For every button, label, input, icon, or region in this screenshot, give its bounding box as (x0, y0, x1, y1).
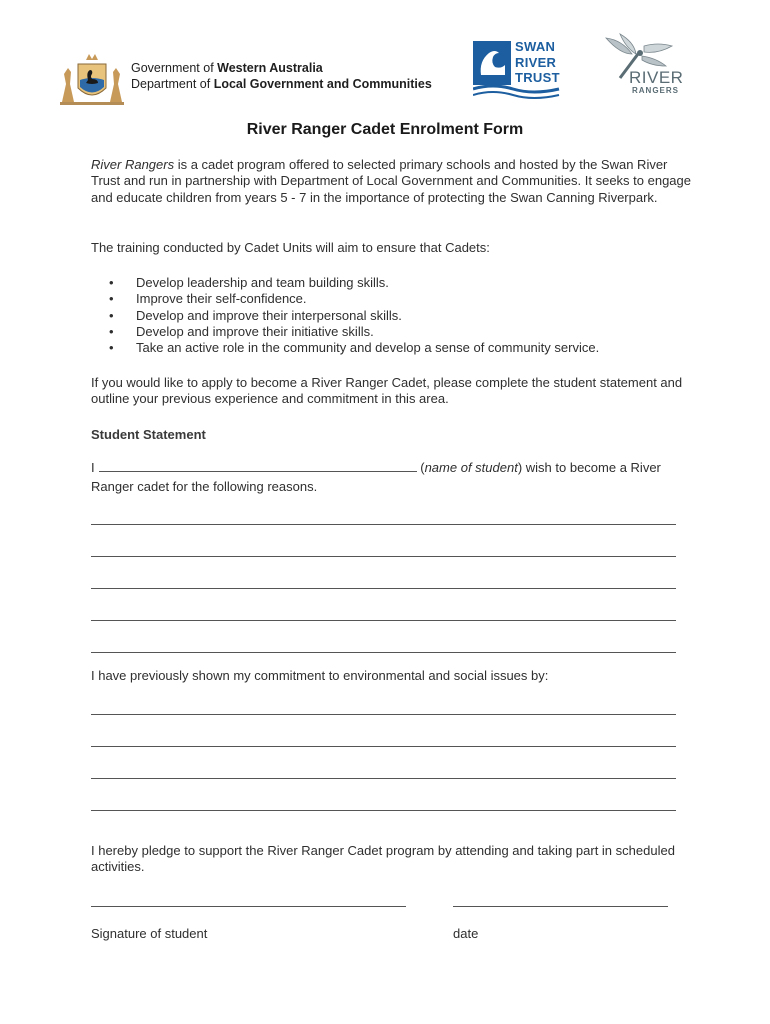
reason-line-4[interactable] (91, 620, 676, 621)
signature-field[interactable] (91, 906, 406, 907)
river-word: RIVER (515, 54, 557, 70)
training-goals-list (109, 275, 689, 356)
reason-line-1[interactable] (91, 524, 676, 525)
swan-river-trust-logo (473, 37, 563, 108)
coat-of-arms-icon (56, 50, 128, 111)
commitment-line-4[interactable] (91, 810, 676, 811)
gov-line1-prefix: Government of (131, 61, 218, 75)
program-name: River Rangers (91, 157, 175, 172)
statement-prefix: I (91, 460, 95, 475)
name-hint: name of student (424, 460, 518, 475)
intro-text: is a cadet program offered to selected primary schools and hosted by the Swan River Trust and run in partnership with Department of Local Government and Communities. It seeks to engage and educate children from years 5 - 7 in the importance of protecting the Swan Canning Riverpark. (91, 157, 691, 205)
commitment-line-1[interactable] (91, 714, 676, 715)
training-intro: The training conducted by Cadet Units will aim to ensure that Cadets: (91, 240, 490, 255)
reason-line-2[interactable] (91, 556, 676, 557)
commitment-line-2[interactable] (91, 746, 676, 747)
commitment-line-3[interactable] (91, 778, 676, 779)
list-item: • Develop and improve their interpersonal skills. (109, 308, 689, 324)
signature-label: Signature of student (91, 926, 208, 941)
date-label: date (453, 926, 479, 941)
government-header (131, 60, 432, 92)
swan-word: SWAN (515, 39, 556, 54)
trust-word: TRUST (515, 70, 560, 85)
student-name-field[interactable] (99, 459, 417, 472)
rangers-river-word: RIVER (629, 68, 684, 87)
list-item: • Develop leadership and team building skills. (109, 275, 689, 291)
reason-line-3[interactable] (91, 588, 676, 589)
rangers-word: RANGERS (632, 86, 680, 95)
list-item: • Improve their self-confidence. (109, 291, 689, 307)
gov-line2-prefix: Department of (131, 77, 214, 91)
student-statement: I (name of student) wish to become a River Ranger cadet for the following reasons. (91, 460, 661, 494)
apply-paragraph: If you would like to apply to become a River Ranger Cadet, please complete the student statement and outline your previous experience and commitment in this area. (91, 375, 683, 407)
page-title: River Ranger Cadet Enrolment Form (246, 121, 524, 138)
gov-line2-bold: Local Government and Communities (213, 77, 432, 91)
gov-line1-bold: Western Australia (217, 61, 323, 75)
list-item: • Take an active role in the community and develop a sense of community service. (109, 340, 689, 356)
intro-paragraph (91, 157, 691, 206)
river-rangers-logo (600, 32, 692, 103)
list-item: • Develop and improve their initiative skills. (109, 324, 689, 340)
statement-after: wish to become a River Ranger cadet for the following reasons. (91, 460, 661, 494)
commitment-prompt: I have previously shown my commitment to environmental and social issues by: (91, 668, 549, 683)
pledge-paragraph: I hereby pledge to support the River Ranger Cadet program by attending and taking part in scheduled activities. (91, 843, 675, 875)
reason-line-5[interactable] (91, 652, 676, 653)
statement-heading: Student Statement (91, 427, 206, 442)
swan-river-trust-wordmark (515, 39, 560, 86)
date-field[interactable] (453, 906, 668, 907)
